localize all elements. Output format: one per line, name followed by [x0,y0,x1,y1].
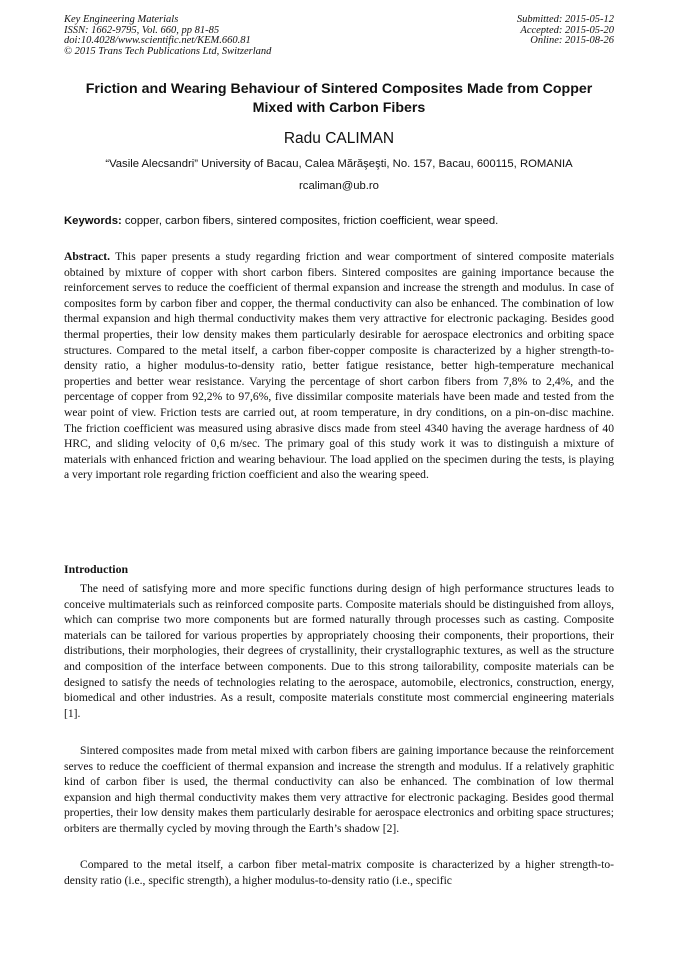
abstract-text: This paper presents a study regarding friction and wear comportment of sintered composite materials obtained by mixture of copper with short carbon fibers. Sintered composites are gaining importance because the reinforcement serves to reduce the coefficient of thermal expansion and increase the strength and modulus. In case of composites form by carbon fiber and copper, the thermal conductivity can also be enhanced. The combination of low thermal expansion and high thermal conductivity makes them very attractive for electronic packaging. Besides good thermal properties, their low density makes them particularly desirable for aerospace electronics and orbiting space structures. Compared to the metal itself, a carbon fiber-copper composite is characterized by a higher strength-to-density ratio, a higher modulus-to-density ratio, better fatigue resistance, better high-temperature mechanical properties and better wear resistance. Varying the percentage of short carbon fibers from 7,8% to 2,4%, and the percentage of copper from 92,2% to 97,6%, five dissimilar composite materials have been made and tested from the wear point of view. Friction tests are carried out, at room temperature, in dry conditions, on a pin-on-disc machine. The friction coefficient was measured using abrasive discs made from steel 4340 having the average hardness of 40 HRC, and sliding velocity of 0,6 m/sec. The primary goal of this study work it was to distinguish a mixture of materials with enhanced friction and wearing behaviour. The load applied on the specimen during the tests, is playing a very important role regarding friction coefficient and also the wearing speed. [64,250,614,482]
copyright: © 2015 Trans Tech Publications Ltd, Switzerland [64,45,272,57]
journal-info [64,15,271,57]
intro-paragraph-2: Sintered composites made from metal mixed with carbon fibers are gaining importance because the reinforcement serves to reduce the coefficient of thermal expansion and increase the strength and modulus. If a relatively graphitic kind of carbon fiber is used, the thermal conductivity can also be enhanced. The combination of low thermal expansion and high thermal conductivity makes them very attractive for electronic packaging. Besides good thermal properties, their low density makes them particularly desirable for aerospace electronics and orbiting space structures; orbiters are thermally cycled by moving through the Earth’s shadow [2]. [64,744,614,835]
keywords-text: copper, carbon fibers, sintered composites, friction coefficient, wear speed. [124,215,499,227]
paper-title: Friction and Wearing Behaviour of Sintered Composites Made from Copper Mixed with Carbon Fibers [85,81,593,116]
keywords-label: Keywords: [64,215,122,227]
submission-dates [517,15,614,47]
submitted-date: Submitted: 2015-05-12 [516,14,614,25]
abstract-label: Abstract. [64,250,111,263]
online-date: Online: 2015-08-26 [530,35,614,47]
intro-paragraph-3: Compared to the metal itself, a carbon fiber metal-matrix composite is characterized by a higher strength-to-density ratio (i.e., specific strength), a higher modulus-to-density ratio (i.e., specific [64,858,614,887]
doi[interactable]: doi:10.4028/www.scientific.net/KEM.660.81 [64,35,251,47]
keywords-line [64,214,614,228]
author-email[interactable]: rcaliman@ub.ro [299,180,379,192]
issn-volume-pages: ISSN: 1662-9795, Vol. 660, pp 81-85 [64,24,220,36]
abstract-paragraph [64,249,614,483]
author-name: Radu CALIMAN [283,130,395,147]
intro-paragraph-1: The need of satisfying more and more specific functions during design of high performance structures leads to conceive multimaterials such as reinforced composite parts. Composite materials should be distinguished from alloys, which can comprise two more components but are formed naturally through processes such as casting. Composite materials can be tailored for various properties by appropriately choosing their components, their proportions, their distributions, their morphologies, their degrees of crystallinity, their crystallographic textures, as well as the structure and composition of the interface between components. Due to this strong tailorability, composite materials can be designed to satisfy the needs of technologies relating to the aerospace, automobile, electronics, construction, energy, biomedical and other industries. As a result, composite materials constitute most commercial engineering materials [1]. [64,582,614,720]
introduction-heading: Introduction [64,562,129,576]
accepted-date: Accepted: 2015-05-20 [520,24,614,36]
journal-name: Key Engineering Materials [64,14,179,25]
author-affiliation: “Vasile Alecsandri” University of Bacau, Calea Mărăşeşti, No. 157, Bacau, 600115, ROMANIA [105,158,573,170]
